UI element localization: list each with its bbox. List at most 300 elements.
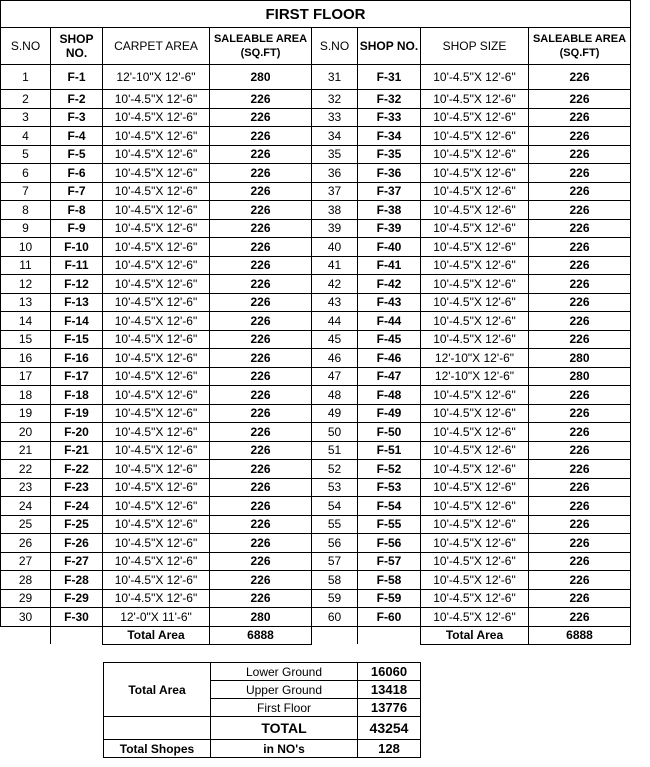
size-cell: 10'-4.5"X 12'-6" xyxy=(103,515,210,534)
size-cell: 10'-4.5"X 12'-6" xyxy=(421,219,529,238)
shop-no-cell: F-56 xyxy=(358,534,421,553)
shop-no-cell: F-38 xyxy=(358,201,421,220)
size-cell: 12'-0"X 11'-6" xyxy=(103,608,210,627)
summary-shops-label: Total Shopes xyxy=(104,740,211,758)
table-row xyxy=(1,404,631,423)
shop-no-cell: F-48 xyxy=(358,386,421,405)
shop-no-cell: F-57 xyxy=(358,552,421,571)
table-row xyxy=(1,90,631,109)
table-row xyxy=(1,367,631,386)
size-cell: 10'-4.5"X 12'-6" xyxy=(103,349,210,368)
size-cell: 10'-4.5"X 12'-6" xyxy=(421,65,529,90)
size-cell: 10'-4.5"X 12'-6" xyxy=(421,201,529,220)
saleable-area-cell: 226 xyxy=(529,423,631,442)
sno-cell: 3 xyxy=(1,108,51,127)
shop-no-cell: F-5 xyxy=(51,145,103,164)
shop-no-cell: F-28 xyxy=(51,571,103,590)
size-cell: 10'-4.5"X 12'-6" xyxy=(103,386,210,405)
shop-no-cell: F-14 xyxy=(51,312,103,331)
saleable-area-cell: 226 xyxy=(210,367,312,386)
shop-no-cell: F-36 xyxy=(358,164,421,183)
sno-cell: 54 xyxy=(312,497,358,516)
shop-no-cell: F-43 xyxy=(358,293,421,312)
shop-no-cell: F-53 xyxy=(358,478,421,497)
shop-no-cell: F-49 xyxy=(358,404,421,423)
table-row xyxy=(1,108,631,127)
saleable-area-cell: 226 xyxy=(210,293,312,312)
saleable-area-cell: 226 xyxy=(210,386,312,405)
sno-cell: 43 xyxy=(312,293,358,312)
saleable-area-cell: 226 xyxy=(529,571,631,590)
size-cell: 10'-4.5"X 12'-6" xyxy=(103,497,210,516)
table-row xyxy=(1,386,631,405)
saleable-area-cell: 226 xyxy=(529,404,631,423)
table-row xyxy=(1,182,631,201)
saleable-area-cell: 226 xyxy=(529,293,631,312)
sno-cell: 29 xyxy=(1,589,51,608)
shop-no-cell: F-33 xyxy=(358,108,421,127)
table-row xyxy=(1,515,631,534)
table-row xyxy=(1,552,631,571)
table-row xyxy=(1,534,631,553)
table-row xyxy=(1,330,631,349)
sno-cell: 7 xyxy=(1,182,51,201)
shop-no-cell: F-46 xyxy=(358,349,421,368)
total-area-value-right: 6888 xyxy=(529,626,631,644)
saleable-area-cell: 226 xyxy=(529,589,631,608)
size-cell: 10'-4.5"X 12'-6" xyxy=(103,145,210,164)
header-saleable-area-right: SALEABLE AREA (SQ.FT) xyxy=(529,28,631,65)
saleable-area-cell: 226 xyxy=(210,275,312,294)
shop-no-cell: F-9 xyxy=(51,219,103,238)
saleable-area-cell: 226 xyxy=(210,182,312,201)
total-area-label-right: Total Area xyxy=(421,626,529,644)
size-cell: 10'-4.5"X 12'-6" xyxy=(421,182,529,201)
shop-no-cell: F-37 xyxy=(358,182,421,201)
table-row xyxy=(1,423,631,442)
table-row xyxy=(1,478,631,497)
table-row xyxy=(1,238,631,257)
shop-no-cell: F-55 xyxy=(358,515,421,534)
size-cell: 10'-4.5"X 12'-6" xyxy=(103,330,210,349)
sno-cell: 36 xyxy=(312,164,358,183)
shop-no-cell: F-29 xyxy=(51,589,103,608)
shop-no-cell: F-17 xyxy=(51,367,103,386)
saleable-area-cell: 226 xyxy=(529,497,631,516)
size-cell: 10'-4.5"X 12'-6" xyxy=(421,256,529,275)
size-cell: 10'-4.5"X 12'-6" xyxy=(421,423,529,442)
size-cell: 10'-4.5"X 12'-6" xyxy=(103,275,210,294)
size-cell: 12'-10"X 12'-6" xyxy=(103,65,210,90)
sno-cell: 49 xyxy=(312,404,358,423)
sno-cell: 47 xyxy=(312,367,358,386)
header-shop-no: SHOP NO. xyxy=(51,28,103,65)
shop-no-cell: F-34 xyxy=(358,127,421,146)
sno-cell: 6 xyxy=(1,164,51,183)
shop-no-cell: F-54 xyxy=(358,497,421,516)
summary-floor-name: Lower Ground xyxy=(211,663,358,681)
header-shop-size: SHOP SIZE xyxy=(421,28,529,65)
summary-shops-value: 128 xyxy=(358,740,421,758)
shop-no-cell: F-59 xyxy=(358,589,421,608)
size-cell: 10'-4.5"X 12'-6" xyxy=(103,182,210,201)
shop-no-cell: F-32 xyxy=(358,90,421,109)
sno-cell: 38 xyxy=(312,201,358,220)
sno-cell: 53 xyxy=(312,478,358,497)
sno-cell: 30 xyxy=(1,608,51,627)
saleable-area-cell: 226 xyxy=(210,108,312,127)
size-cell: 10'-4.5"X 12'-6" xyxy=(421,90,529,109)
size-cell: 10'-4.5"X 12'-6" xyxy=(103,589,210,608)
saleable-area-cell: 226 xyxy=(529,90,631,109)
header-sno: S.NO xyxy=(1,28,51,65)
sno-cell: 35 xyxy=(312,145,358,164)
size-cell: 10'-4.5"X 12'-6" xyxy=(421,312,529,331)
shop-no-cell: F-18 xyxy=(51,386,103,405)
size-cell: 10'-4.5"X 12'-6" xyxy=(421,589,529,608)
sno-cell: 18 xyxy=(1,386,51,405)
table-row xyxy=(1,219,631,238)
saleable-area-cell: 226 xyxy=(210,404,312,423)
size-cell: 10'-4.5"X 12'-6" xyxy=(103,164,210,183)
saleable-area-cell: 226 xyxy=(529,219,631,238)
header-saleable-area: SALEABLE AREA (SQ.FT) xyxy=(210,28,312,65)
saleable-area-cell: 226 xyxy=(529,515,631,534)
sno-cell: 52 xyxy=(312,460,358,479)
shop-no-cell: F-20 xyxy=(51,423,103,442)
sno-cell: 17 xyxy=(1,367,51,386)
size-cell: 10'-4.5"X 12'-6" xyxy=(421,386,529,405)
saleable-area-cell: 226 xyxy=(529,275,631,294)
table-row xyxy=(1,201,631,220)
table-row xyxy=(1,349,631,368)
sno-cell: 42 xyxy=(312,275,358,294)
table-row xyxy=(1,571,631,590)
saleable-area-cell: 226 xyxy=(210,441,312,460)
shop-no-cell: F-58 xyxy=(358,571,421,590)
size-cell: 10'-4.5"X 12'-6" xyxy=(103,127,210,146)
size-cell: 10'-4.5"X 12'-6" xyxy=(103,552,210,571)
shop-no-cell: F-47 xyxy=(358,367,421,386)
sno-cell: 33 xyxy=(312,108,358,127)
size-cell: 10'-4.5"X 12'-6" xyxy=(103,293,210,312)
total-area-value-left: 6888 xyxy=(210,626,312,644)
sno-cell: 19 xyxy=(1,404,51,423)
sno-cell: 58 xyxy=(312,571,358,590)
table-row xyxy=(1,497,631,516)
sno-cell: 21 xyxy=(1,441,51,460)
sno-cell: 44 xyxy=(312,312,358,331)
size-cell: 10'-4.5"X 12'-6" xyxy=(421,108,529,127)
saleable-area-cell: 280 xyxy=(210,65,312,90)
shop-no-cell: F-8 xyxy=(51,201,103,220)
blank-cell xyxy=(104,717,211,740)
size-cell: 10'-4.5"X 12'-6" xyxy=(103,460,210,479)
shop-no-cell: F-15 xyxy=(51,330,103,349)
header-carpet-area: CARPET AREA xyxy=(103,28,210,65)
header-sno-right: S.NO xyxy=(312,28,358,65)
sno-cell: 56 xyxy=(312,534,358,553)
shop-no-cell: F-50 xyxy=(358,423,421,442)
size-cell: 10'-4.5"X 12'-6" xyxy=(421,608,529,627)
sno-cell: 10 xyxy=(1,238,51,257)
table-row xyxy=(1,441,631,460)
sno-cell: 4 xyxy=(1,127,51,146)
size-cell: 10'-4.5"X 12'-6" xyxy=(103,367,210,386)
summary-floor-name: First Floor xyxy=(211,699,358,717)
size-cell: 10'-4.5"X 12'-6" xyxy=(103,238,210,257)
saleable-area-cell: 226 xyxy=(210,90,312,109)
sno-cell: 25 xyxy=(1,515,51,534)
blank-cell xyxy=(312,626,358,644)
size-cell: 10'-4.5"X 12'-6" xyxy=(103,219,210,238)
saleable-area-cell: 226 xyxy=(529,552,631,571)
shop-no-cell: F-19 xyxy=(51,404,103,423)
saleable-area-cell: 226 xyxy=(210,330,312,349)
sno-cell: 24 xyxy=(1,497,51,516)
sno-cell: 9 xyxy=(1,219,51,238)
saleable-area-cell: 226 xyxy=(210,127,312,146)
saleable-area-cell: 226 xyxy=(210,219,312,238)
sno-cell: 11 xyxy=(1,256,51,275)
saleable-area-cell: 226 xyxy=(529,460,631,479)
size-cell: 10'-4.5"X 12'-6" xyxy=(103,201,210,220)
size-cell: 10'-4.5"X 12'-6" xyxy=(103,404,210,423)
shop-no-cell: F-31 xyxy=(358,65,421,90)
header-shop-no-right: SHOP NO. xyxy=(358,28,421,65)
summary-floor-name: Upper Ground xyxy=(211,681,358,699)
shop-no-cell: F-23 xyxy=(51,478,103,497)
sno-cell: 41 xyxy=(312,256,358,275)
size-cell: 10'-4.5"X 12'-6" xyxy=(103,256,210,275)
saleable-area-cell: 226 xyxy=(529,238,631,257)
saleable-area-cell: 226 xyxy=(529,478,631,497)
sno-cell: 20 xyxy=(1,423,51,442)
sno-cell: 57 xyxy=(312,552,358,571)
size-cell: 10'-4.5"X 12'-6" xyxy=(421,275,529,294)
saleable-area-cell: 226 xyxy=(529,127,631,146)
saleable-area-cell: 226 xyxy=(529,256,631,275)
sno-cell: 1 xyxy=(1,65,51,90)
saleable-area-cell: 226 xyxy=(529,201,631,220)
size-cell: 10'-4.5"X 12'-6" xyxy=(421,238,529,257)
size-cell: 10'-4.5"X 12'-6" xyxy=(421,330,529,349)
table-row xyxy=(1,589,631,608)
saleable-area-cell: 226 xyxy=(210,478,312,497)
saleable-area-cell: 226 xyxy=(529,182,631,201)
shop-no-cell: F-35 xyxy=(358,145,421,164)
blank-cell xyxy=(358,626,421,644)
shop-no-cell: F-44 xyxy=(358,312,421,331)
size-cell: 10'-4.5"X 12'-6" xyxy=(103,441,210,460)
sno-cell: 27 xyxy=(1,552,51,571)
sno-cell: 16 xyxy=(1,349,51,368)
saleable-area-cell: 226 xyxy=(210,201,312,220)
size-cell: 10'-4.5"X 12'-6" xyxy=(421,552,529,571)
shop-no-cell: F-26 xyxy=(51,534,103,553)
size-cell: 10'-4.5"X 12'-6" xyxy=(421,515,529,534)
summary-total-value: 43254 xyxy=(358,717,421,740)
shop-no-cell: F-52 xyxy=(358,460,421,479)
summary-floor-value: 16060 xyxy=(358,663,421,681)
saleable-area-cell: 226 xyxy=(529,608,631,627)
sno-cell: 8 xyxy=(1,201,51,220)
shop-no-cell: F-11 xyxy=(51,256,103,275)
table-row xyxy=(1,275,631,294)
sno-cell: 39 xyxy=(312,219,358,238)
summary-shops-unit: in NO's xyxy=(211,740,358,758)
saleable-area-cell: 226 xyxy=(210,423,312,442)
size-cell: 10'-4.5"X 12'-6" xyxy=(421,441,529,460)
size-cell: 10'-4.5"X 12'-6" xyxy=(421,478,529,497)
table-row xyxy=(1,145,631,164)
saleable-area-cell: 226 xyxy=(529,386,631,405)
table-row xyxy=(1,164,631,183)
size-cell: 10'-4.5"X 12'-6" xyxy=(421,497,529,516)
shop-no-cell: F-51 xyxy=(358,441,421,460)
shop-no-cell: F-30 xyxy=(51,608,103,627)
saleable-area-cell: 280 xyxy=(529,367,631,386)
sno-cell: 2 xyxy=(1,90,51,109)
saleable-area-cell: 226 xyxy=(210,552,312,571)
sno-cell: 12 xyxy=(1,275,51,294)
size-cell: 12'-10"X 12'-6" xyxy=(421,367,529,386)
size-cell: 12'-10"X 12'-6" xyxy=(421,349,529,368)
summary-total-area-label: Total Area xyxy=(104,663,211,717)
sno-cell: 34 xyxy=(312,127,358,146)
saleable-area-cell: 226 xyxy=(210,589,312,608)
table-row xyxy=(1,608,631,627)
saleable-area-cell: 226 xyxy=(210,312,312,331)
table-row xyxy=(1,127,631,146)
shop-no-cell: F-39 xyxy=(358,219,421,238)
sno-cell: 60 xyxy=(312,608,358,627)
saleable-area-cell: 226 xyxy=(210,460,312,479)
summary-table xyxy=(103,662,421,758)
saleable-area-cell: 226 xyxy=(529,312,631,331)
saleable-area-cell: 226 xyxy=(210,238,312,257)
saleable-area-cell: 280 xyxy=(529,349,631,368)
sno-cell: 5 xyxy=(1,145,51,164)
shop-no-cell: F-40 xyxy=(358,238,421,257)
saleable-area-cell: 226 xyxy=(210,497,312,516)
sno-cell: 40 xyxy=(312,238,358,257)
saleable-area-cell: 226 xyxy=(529,145,631,164)
sno-cell: 22 xyxy=(1,460,51,479)
shop-no-cell: F-1 xyxy=(51,65,103,90)
shop-no-cell: F-27 xyxy=(51,552,103,571)
summary-floor-value: 13418 xyxy=(358,681,421,699)
size-cell: 10'-4.5"X 12'-6" xyxy=(103,571,210,590)
size-cell: 10'-4.5"X 12'-6" xyxy=(103,90,210,109)
saleable-area-cell: 226 xyxy=(210,256,312,275)
shop-no-cell: F-13 xyxy=(51,293,103,312)
sno-cell: 15 xyxy=(1,330,51,349)
saleable-area-cell: 226 xyxy=(529,330,631,349)
table-row xyxy=(1,293,631,312)
saleable-area-cell: 226 xyxy=(210,164,312,183)
sno-cell: 32 xyxy=(312,90,358,109)
size-cell: 10'-4.5"X 12'-6" xyxy=(421,404,529,423)
shop-no-cell: F-42 xyxy=(358,275,421,294)
sno-cell: 46 xyxy=(312,349,358,368)
size-cell: 10'-4.5"X 12'-6" xyxy=(421,145,529,164)
table-row xyxy=(1,256,631,275)
sno-cell: 31 xyxy=(312,65,358,90)
shop-no-cell: F-22 xyxy=(51,460,103,479)
table-row xyxy=(1,460,631,479)
sno-cell: 13 xyxy=(1,293,51,312)
floor-title: FIRST FLOOR xyxy=(1,1,631,28)
saleable-area-cell: 280 xyxy=(210,608,312,627)
size-cell: 10'-4.5"X 12'-6" xyxy=(421,571,529,590)
size-cell: 10'-4.5"X 12'-6" xyxy=(103,423,210,442)
size-cell: 10'-4.5"X 12'-6" xyxy=(103,534,210,553)
shop-no-cell: F-2 xyxy=(51,90,103,109)
shop-no-cell: F-4 xyxy=(51,127,103,146)
shop-no-cell: F-21 xyxy=(51,441,103,460)
blank-cell xyxy=(51,626,103,644)
saleable-area-cell: 226 xyxy=(210,145,312,164)
size-cell: 10'-4.5"X 12'-6" xyxy=(421,293,529,312)
sno-cell: 26 xyxy=(1,534,51,553)
size-cell: 10'-4.5"X 12'-6" xyxy=(103,108,210,127)
size-cell: 10'-4.5"X 12'-6" xyxy=(103,312,210,331)
shop-no-cell: F-6 xyxy=(51,164,103,183)
saleable-area-cell: 226 xyxy=(529,108,631,127)
shop-no-cell: F-10 xyxy=(51,238,103,257)
sno-cell: 45 xyxy=(312,330,358,349)
saleable-area-cell: 226 xyxy=(529,534,631,553)
size-cell: 10'-4.5"X 12'-6" xyxy=(421,534,529,553)
shop-no-cell: F-24 xyxy=(51,497,103,516)
saleable-area-cell: 226 xyxy=(210,515,312,534)
size-cell: 10'-4.5"X 12'-6" xyxy=(421,127,529,146)
sno-cell: 48 xyxy=(312,386,358,405)
saleable-area-cell: 226 xyxy=(210,349,312,368)
shop-no-cell: F-60 xyxy=(358,608,421,627)
shop-no-cell: F-7 xyxy=(51,182,103,201)
saleable-area-cell: 226 xyxy=(529,65,631,90)
saleable-area-cell: 226 xyxy=(210,534,312,553)
saleable-area-cell: 226 xyxy=(529,441,631,460)
total-area-label-left: Total Area xyxy=(103,626,210,644)
shop-no-cell: F-3 xyxy=(51,108,103,127)
shop-no-cell: F-16 xyxy=(51,349,103,368)
size-cell: 10'-4.5"X 12'-6" xyxy=(421,164,529,183)
sno-cell: 59 xyxy=(312,589,358,608)
blank-cell xyxy=(1,626,51,644)
shop-no-cell: F-25 xyxy=(51,515,103,534)
sno-cell: 23 xyxy=(1,478,51,497)
shop-no-cell: F-12 xyxy=(51,275,103,294)
sno-cell: 14 xyxy=(1,312,51,331)
sno-cell: 37 xyxy=(312,182,358,201)
sno-cell: 50 xyxy=(312,423,358,442)
shop-no-cell: F-41 xyxy=(358,256,421,275)
table-row xyxy=(1,312,631,331)
summary-total-label: TOTAL xyxy=(211,717,358,740)
shop-no-cell: F-45 xyxy=(358,330,421,349)
table-row xyxy=(1,65,631,90)
saleable-area-cell: 226 xyxy=(210,571,312,590)
summary-floor-value: 13776 xyxy=(358,699,421,717)
sno-cell: 28 xyxy=(1,571,51,590)
saleable-area-cell: 226 xyxy=(529,164,631,183)
size-cell: 10'-4.5"X 12'-6" xyxy=(103,478,210,497)
sno-cell: 51 xyxy=(312,441,358,460)
sno-cell: 55 xyxy=(312,515,358,534)
